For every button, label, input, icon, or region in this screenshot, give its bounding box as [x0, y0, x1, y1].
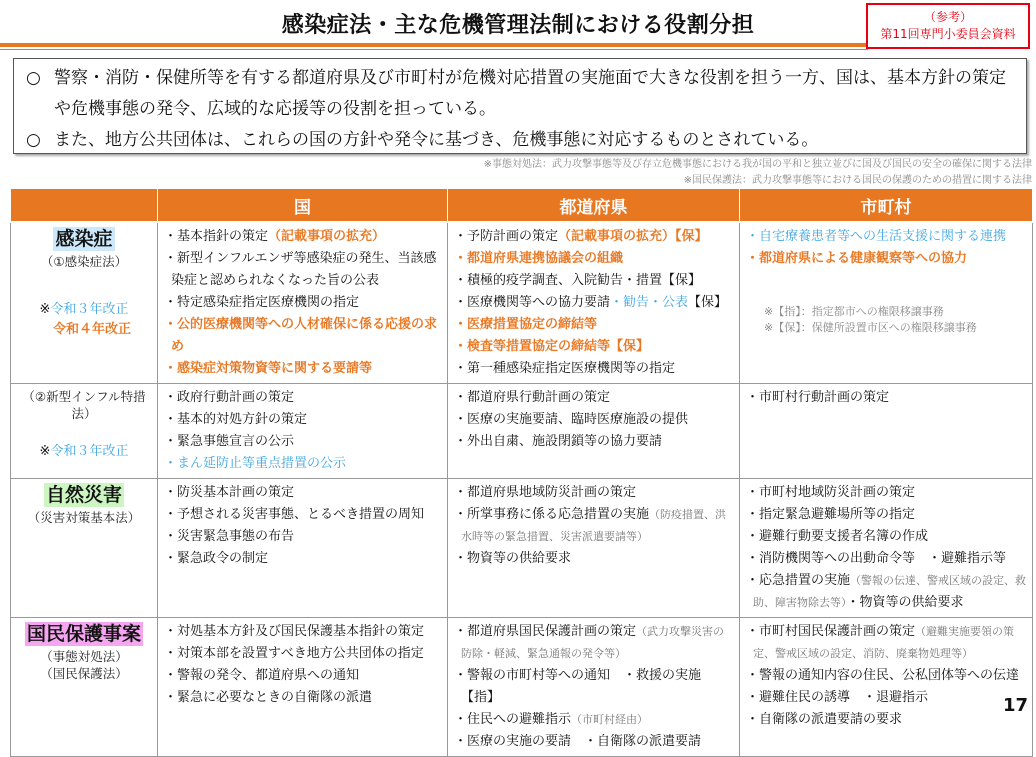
summary-paragraph — [24, 63, 1016, 125]
list-item — [164, 687, 441, 709]
list-item — [454, 504, 733, 548]
list-item — [454, 270, 733, 292]
list-item — [746, 570, 1026, 614]
summary-box — [13, 58, 1027, 154]
revision-note: 令和４年改正 — [52, 322, 131, 337]
list-item-text: 【保】 — [688, 295, 728, 310]
list-item-text: ・対策本部を設置すべき地方公共団体の指定 — [164, 646, 424, 661]
list-item-text: ・都道府県行動計画の策定 — [454, 390, 611, 405]
list-item-text: ・緊急政令の制定 — [164, 551, 269, 566]
list-item-text: ・予防計画の策定 — [454, 229, 559, 244]
revision-note-segment: ※ — [39, 302, 51, 317]
list-item — [746, 226, 1026, 248]
list-item — [164, 431, 441, 453]
table-header-row — [11, 189, 1033, 223]
list-item — [454, 431, 733, 453]
summary-text: また、地方公共団体は、これらの国の方針や発令に基づき、危機事態に対応するものとされている。 — [54, 130, 819, 150]
cell-municipality — [740, 384, 1033, 479]
category-title-wrap — [15, 622, 153, 648]
list-item-text: ・所掌事務に係る応急措置の実施 — [454, 507, 650, 522]
title-rule-thin — [0, 49, 868, 50]
list-item-text: （避難実施要領の策定、警戒区域の設定、消防、廃棄物処理等） — [753, 625, 1015, 660]
list-item — [746, 621, 1026, 665]
category-title-wrap — [15, 483, 153, 509]
list-item-text: ・警報の通知内容の住民、公私団体等への伝達 — [746, 668, 1020, 683]
header-national: 国 — [158, 189, 448, 223]
list-item-text: ・医療措置協定の締結等 — [454, 317, 598, 332]
list-item — [746, 665, 1026, 687]
list-item-text: ・自衛隊の派遣要請の要求 — [746, 712, 903, 727]
list-item-text: ・第一種感染症指定医療機関等の指定 — [454, 361, 676, 376]
note-line: ※【指】：指定都市への権限移譲事務 — [764, 305, 944, 318]
list-item-text: ・予想される災害事態、とるべき措置の周知 — [164, 507, 425, 522]
table-row-infectious-disease — [11, 222, 1033, 384]
list-item — [164, 665, 441, 687]
list-item — [164, 643, 441, 665]
law-name: （①感染症法） — [40, 254, 128, 269]
list-item — [454, 248, 733, 270]
title-rule — [0, 43, 868, 47]
reference-badge — [866, 3, 1030, 49]
list-item — [454, 314, 733, 336]
list-item-text: ・積極的疫学調査、入院勧告・措置【保】 — [454, 273, 702, 288]
cell-national — [158, 222, 448, 384]
list-item — [746, 482, 1026, 504]
list-item — [164, 226, 441, 248]
list-item — [746, 709, 1026, 731]
list-item — [164, 504, 441, 526]
spacer — [15, 422, 153, 442]
list-item — [164, 314, 441, 358]
revision-note-segment: 令和３年改正 — [50, 302, 129, 317]
table-row-natural-disaster — [11, 479, 1033, 618]
list-item — [454, 731, 733, 753]
list-item-text: ・感染症対策物資等に関する要請等 — [164, 361, 373, 376]
cell-prefecture — [448, 384, 740, 479]
list-item-text: ・市町村行動計画の策定 — [746, 390, 890, 405]
list-item-text: ・外出自粛、施設閉鎖等の協力要請 — [454, 434, 663, 449]
list-item-text: ・基本的対処方針の策定 — [164, 412, 308, 427]
cell-municipality — [740, 618, 1033, 757]
role-table — [10, 188, 1033, 757]
cell-prefecture — [448, 479, 740, 618]
list-item-text: ・消防機関等への出動命令等 ・避難指示等 — [746, 551, 1007, 566]
list-item-text: ・物資等の供給要求 — [846, 595, 964, 610]
list-item-text: ・医療の実施要請、臨時医療施設の提供 — [454, 412, 689, 427]
header-prefecture: 都道府県 — [448, 189, 740, 223]
list-item-text: ・都道府県国民保護計画の策定 — [454, 624, 637, 639]
list-item — [746, 687, 1026, 709]
cell-national — [158, 479, 448, 618]
revision-note — [15, 442, 153, 462]
law-name: （災害対策基本法） — [27, 510, 141, 525]
list-item — [164, 482, 441, 504]
list-item — [164, 548, 441, 570]
list-item-text: ・市町村地域防災計画の策定 — [746, 485, 916, 500]
list-item — [454, 665, 733, 709]
list-item-text: ・住民への避難指示 — [454, 712, 572, 727]
list-item-text: ・政府行動計画の策定 — [164, 390, 295, 405]
row-label-cell — [11, 222, 158, 384]
row-label-cell — [11, 479, 158, 618]
table-row-flu-special-measures — [11, 384, 1033, 479]
list-item — [454, 709, 733, 731]
list-item-text: ・都道府県連携協議会の組織 — [454, 251, 624, 266]
list-item-text: ・医療の実施の要請 ・自衛隊の派遣要請 — [454, 734, 702, 749]
list-item-text: （市町村経由） — [571, 713, 649, 726]
cell-municipality — [740, 479, 1033, 618]
list-item-text: ・指定緊急避難場所等の指定 — [746, 507, 916, 522]
law-name: （国民保護法） — [40, 666, 128, 681]
list-item-text: （記載事項の拡充）【保】 — [558, 229, 708, 244]
list-item-text: ・都道府県による健康観察等への協力 — [746, 251, 968, 266]
list-item — [454, 336, 733, 358]
list-item-text: ・防災基本計画の策定 — [164, 485, 295, 500]
cell-prefecture — [448, 618, 740, 757]
list-item — [746, 526, 1026, 548]
list-item — [746, 548, 1026, 570]
row-label-cell — [11, 384, 158, 479]
list-item — [164, 387, 441, 409]
list-item — [454, 387, 733, 409]
reference-source: 第11回専門小委員会資料 — [880, 27, 1016, 41]
list-item — [454, 226, 733, 248]
list-item-text: ・物資等の供給要求 — [454, 551, 572, 566]
circle-bullet-icon: ○ — [26, 68, 41, 88]
list-item-text: ・新型インフルエンザ等感染症の発生、当該感染症と認められなくなった旨の公表 — [164, 251, 437, 288]
list-item-text: （警報の伝達、警戒区域の設定、救助、障害物除去等） — [753, 574, 1027, 609]
list-item — [164, 292, 441, 314]
revision-note-segment: 令和３年改正 — [50, 444, 129, 459]
list-item-text: ・避難行動要支援者名簿の作成 — [746, 529, 929, 544]
cell-municipality — [740, 222, 1033, 384]
circle-bullet-icon: ○ — [26, 130, 41, 150]
list-item-text: ・緊急に必要なときの自衛隊の派遣 — [164, 690, 373, 705]
list-item-text: ・都道府県地域防災計画の策定 — [454, 485, 637, 500]
category-title: 感染症 — [55, 228, 113, 250]
row-label-cell — [11, 618, 158, 757]
list-item-text: ・医療機関等への協力要請 — [454, 295, 611, 310]
list-item-text: ・基本指針の策定 — [164, 229, 269, 244]
list-item — [746, 504, 1026, 526]
note-line: ※【保】：保健所設置市区への権限移譲事務 — [764, 321, 977, 334]
list-item — [454, 482, 733, 504]
list-item — [454, 358, 733, 380]
list-item — [746, 387, 1026, 409]
list-item-text: ・勧告・公表 — [610, 295, 689, 310]
summary-text: 警察・消防・保健所等を有する都道府県及び市町村が危機対応措置の実施面で大きな役割を担う一方、国は、基本方針の策定や危機事態の発令、広域的な応援等の役割を担っている。 — [54, 68, 1006, 119]
list-item-text: ・警報の発令、都道府県への通知 — [164, 668, 360, 683]
list-item-text: ・災害緊急事態の布告 — [164, 529, 295, 544]
list-item-text: ・緊急事態宣言の公示 — [164, 434, 295, 449]
list-item — [454, 621, 733, 665]
list-item-text: ・まん延防止等重点措置の公示 — [164, 456, 347, 471]
list-item — [454, 292, 733, 314]
list-item — [164, 248, 441, 292]
footnote: ※国民保護法：武力攻撃事態等における国民の保護のための措置に関する法律 — [683, 175, 1032, 186]
list-item-text: ・検査等措置協定の締結等【保】 — [454, 339, 650, 354]
list-item — [454, 409, 733, 431]
law-name: （②新型インフル特措法） — [22, 389, 146, 421]
list-item-text: ・対処基本方針及び国民保護基本指針の策定 — [164, 624, 425, 639]
footnote: ※事態対処法：武力攻撃事態等及び存立危機事態における我が国の平和と独立並びに国及び国民の安全の確保に関する法律 — [483, 159, 1032, 170]
summary-paragraph — [24, 125, 1016, 156]
cell-national — [158, 384, 448, 479]
list-item — [164, 453, 441, 475]
cell-national — [158, 618, 448, 757]
law-name: （事態対処法） — [40, 649, 128, 664]
list-item-text: （武力攻撃災害の防除・軽減、緊急通報の発令等） — [461, 625, 725, 660]
list-item-text: ・警報の市町村等への通知 ・救援の実施【指】 — [454, 668, 702, 705]
category-title: 国民保護事案 — [26, 623, 141, 645]
list-item-text: （記載事項の拡充） — [268, 229, 386, 244]
list-item-text: ・公的医療機関等への人材確保に係る応援の求め — [164, 317, 438, 354]
page-title: 感染症法・主な危機管理法制における役割分担 — [281, 13, 755, 38]
list-item-text: ・避難住民の誘導 ・退避指示 — [746, 690, 929, 705]
list-item-text: ・応急措置の実施 — [746, 573, 851, 588]
category-title-wrap — [15, 227, 153, 253]
header-municipality: 市町村 — [740, 189, 1033, 223]
list-item-text: ・自宅療養患者等への生活支援に関する連携 — [746, 229, 1007, 244]
authority-transfer-notes — [746, 304, 1026, 336]
revision-note — [15, 300, 153, 320]
table-row-civil-protection — [11, 618, 1033, 757]
cell-prefecture — [448, 222, 740, 384]
revision-note-segment: ※ — [39, 444, 51, 459]
list-item-text: （防疫措置、洪水時等の緊急措置、災害派遣要請等） — [461, 508, 727, 543]
category-title: 自然災害 — [45, 484, 122, 506]
list-item — [164, 526, 441, 548]
header-blank — [11, 189, 158, 223]
page-number: 17 — [1002, 695, 1028, 716]
list-item-text: ・市町村国民保護計画の策定 — [746, 624, 916, 639]
list-item — [164, 621, 441, 643]
list-item — [164, 358, 441, 380]
list-item — [746, 248, 1026, 270]
list-item-text: ・特定感染症指定医療機関の指定 — [164, 295, 360, 310]
list-item — [454, 548, 733, 570]
list-item — [164, 409, 441, 431]
reference-label: （参考） — [923, 10, 972, 24]
spacer — [15, 270, 153, 300]
